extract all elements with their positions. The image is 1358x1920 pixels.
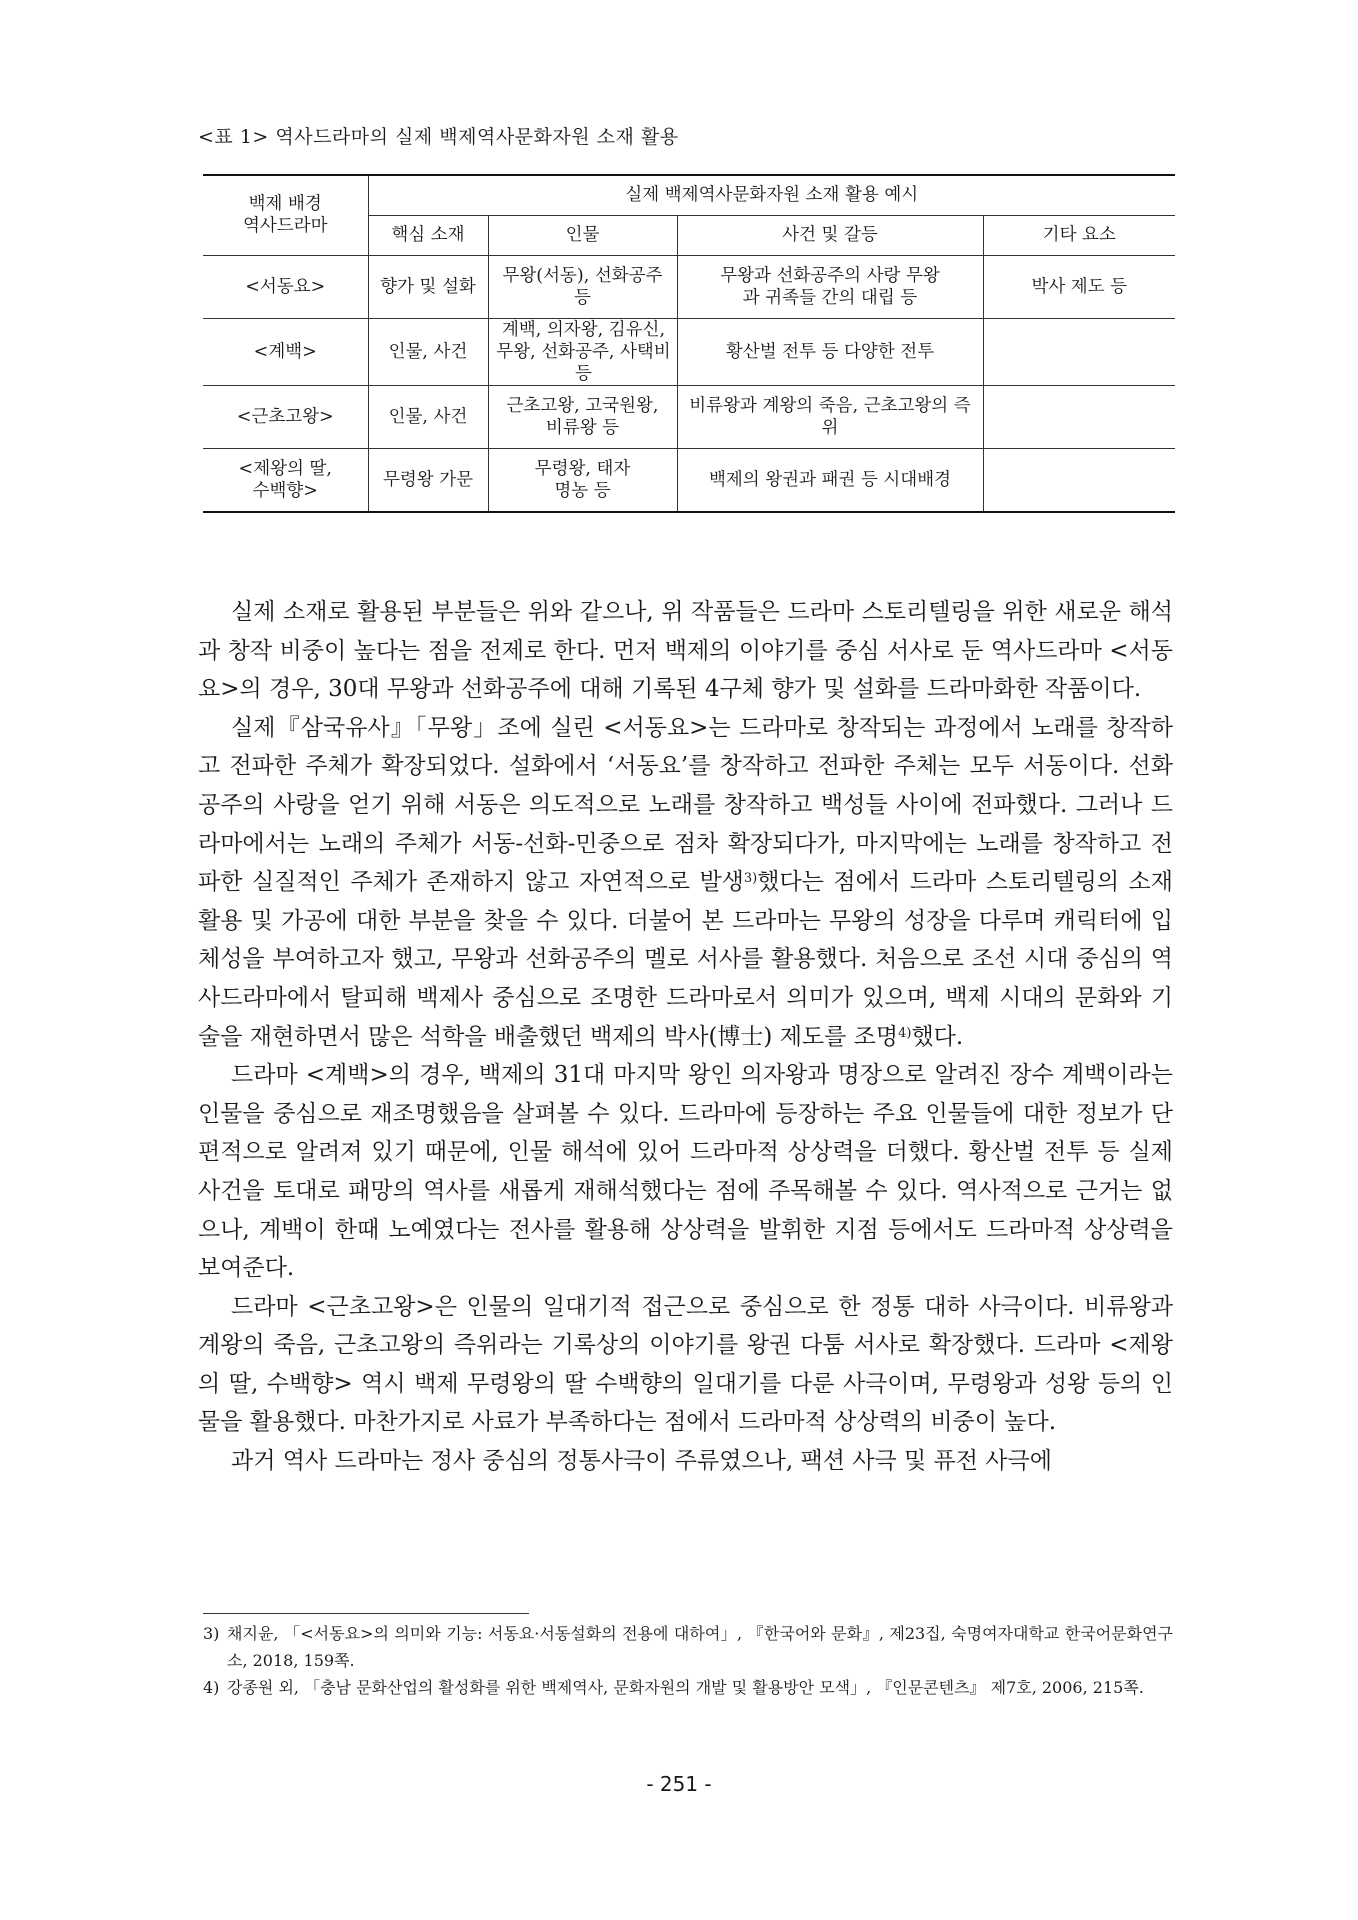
cell-events: 무왕과 선화공주의 사랑 무왕과 귀족들 간의 대립 등 (677, 255, 983, 318)
footnote-ref[interactable]: 3) (743, 871, 758, 887)
paragraph: 실제『삼국유사』「무왕」조에 실린 <서동요>는 드라마로 창작되는 과정에서 노래를 창작하고 전파한 주체가 확장되었다. 설화에서 ‘서동요’를 창작하고 전파한 주체는 모두 서동이다. 선화공주의 사랑을 얻기 위해 서동은 의도적으로 노래를 창작하고 백성들 사이에 전파했다. 그러나 드라마에서는 노래의 주체가 서동-선화-민중으로 점차 확장되다가, 마지막에는 노래를 창작하고 전파한 실질적인 주체가 존재하지 않고 자연적으로 발생$^{3)}$했다는 점에서 드라마 스토리텔링의 소재 활용 및 가공에 대한 부분을 찾을 수 있다. 더불어 본 드라마는 무왕의 성장을 다루며 캐릭터에 입체성을 부여하고자 했고, 무왕과 선화공주의 멜로 서사를 활용했다. 처음으로 조선 시대 중심의 역사드라마에서 탈피해 백제사 중심으로 조명한 드라마로서 의미가 있으며, 백제 시대의 문화와 기술을 재현하면서 많은 석학을 배출했던 백제의 박사(博士) 제도를 조명$^{4)}$했다. (198, 714, 1173, 1050)
header-group: 실제 백제역사문화자원 소재 활용 예시 (368, 175, 1175, 215)
page-number: - 251 - (646, 1772, 712, 1796)
footnote-text: 강종원 외, 「충남 문화산업의 활성화를 위한 백제역사, 문화자원의 개발 및 활용방안 모색」, 『인문콘텐츠』 제7호, 2006, 215쪽. (227, 1678, 1144, 1697)
header-events: 사건 및 갈등 (677, 215, 983, 255)
footnote-number: 3) (203, 1624, 220, 1643)
cell-events: 비류왕과 계왕의 죽음, 근초고왕의 즉위 (677, 385, 983, 448)
cell-core: 무령왕 가문 (368, 448, 488, 512)
cell-events: 황산벌 전투 등 다양한 전투 (677, 318, 983, 385)
table-caption: <표 1> 역사드라마의 실제 백제역사문화자원 소재 활용 (198, 126, 679, 148)
body-text (198, 593, 1173, 1481)
cell-title: <계백> (203, 318, 368, 385)
paragraph: 과거 역사 드라마는 정사 중심의 정통사극이 주류였으나, 팩션 사극 및 퓨전 사극에 (231, 1448, 1052, 1475)
cell-title: <근초고왕> (203, 385, 368, 448)
paragraph: 실제 소재로 활용된 부분들은 위와 같으나, 위 작품들은 드라마 스토리텔링을 위한 새로운 해석과 창작 비중이 높다는 점을 전제로 한다. 먼저 백제의 이야기를 중심 서사로 둔 역사드라마 <서동요>의 경우, 30대 무왕과 선화공주에 대해 기록된 4구체 향가 및 설화를 드라마화한 작품이다. (198, 599, 1173, 703)
header-people: 인물 (488, 215, 677, 255)
cell-events: 백제의 왕권과 패권 등 시대배경 (677, 448, 983, 512)
footnote-divider (203, 1613, 529, 1614)
footnote (203, 1620, 1173, 1674)
footnote (203, 1674, 1173, 1701)
cell-people: 무왕(서동), 선화공주 등 (488, 255, 677, 318)
cell-other (983, 385, 1175, 448)
resource-table (203, 174, 1175, 513)
header-drama: 백제 배경 역사드라마 (203, 175, 368, 255)
table-row (203, 255, 1175, 318)
paragraph: 드라마 <계백>의 경우, 백제의 31대 마지막 왕인 의자왕과 명장으로 알려진 장수 계백이라는 인물을 중심으로 재조명했음을 살펴볼 수 있다. 드라마에 등장하는 주요 인물들에 대한 정보가 단편적으로 알려져 있기 때문에, 인물 해석에 있어 드라마적 상상력을 더했다. 황산벌 전투 등 실제 사건을 토대로 패망의 역사를 새롭게 재해석했다는 점에 주목해볼 수 있다. 역사적으로 근거는 없으나, 계백이 한때 노예였다는 전사를 활용해 상상력을 발휘한 지점 등에서도 드라마적 상상력을 보여준다. (198, 1062, 1173, 1282)
table-row (203, 318, 1175, 385)
cell-people: 무령왕, 태자 명농 등 (488, 448, 677, 512)
footnote-ref[interactable]: 4) (898, 1025, 912, 1041)
cell-title: <제왕의 딸, 수백향> (203, 448, 368, 512)
footnotes (203, 1620, 1173, 1701)
header-other: 기타 요소 (983, 215, 1175, 255)
cell-people: 계백, 의자왕, 김유신, 무왕, 선화공주, 사택비 등 (488, 318, 677, 385)
cell-core: 향가 및 설화 (368, 255, 488, 318)
cell-other (983, 448, 1175, 512)
footnote-text: 채지윤, 「<서동요>의 의미와 기능: 서동요·서동설화의 전용에 대하여」, 『한국어와 문화』, 제23집, 숙명여자대학교 한국어문화연구소, 2018, 159쪽. (227, 1624, 1173, 1670)
cell-title: <서동요> (203, 255, 368, 318)
header-core: 핵심 소재 (368, 215, 488, 255)
footnote-number: 4) (203, 1678, 220, 1697)
table-row (203, 385, 1175, 448)
cell-other (983, 318, 1175, 385)
cell-other: 박사 제도 등 (983, 255, 1175, 318)
cell-people: 근초고왕, 고국원왕, 비류왕 등 (488, 385, 677, 448)
cell-core: 인물, 사건 (368, 385, 488, 448)
paragraph: 드라마 <근초고왕>은 인물의 일대기적 접근으로 중심으로 한 정통 대하 사극이다. 비류왕과 계왕의 죽음, 근초고왕의 즉위라는 기록상의 이야기를 왕권 다툼 서사로 확장했다. 드라마 <제왕의 딸, 수백향> 역시 백제 무령왕의 딸 수백향의 일대기를 다룬 사극이며, 무령왕과 성왕 등의 인물을 활용했다. 마찬가지로 사료가 부족하다는 점에서 드라마적 상상력의 비중이 높다. (198, 1293, 1173, 1436)
cell-core: 인물, 사건 (368, 318, 488, 385)
table-row (203, 448, 1175, 512)
